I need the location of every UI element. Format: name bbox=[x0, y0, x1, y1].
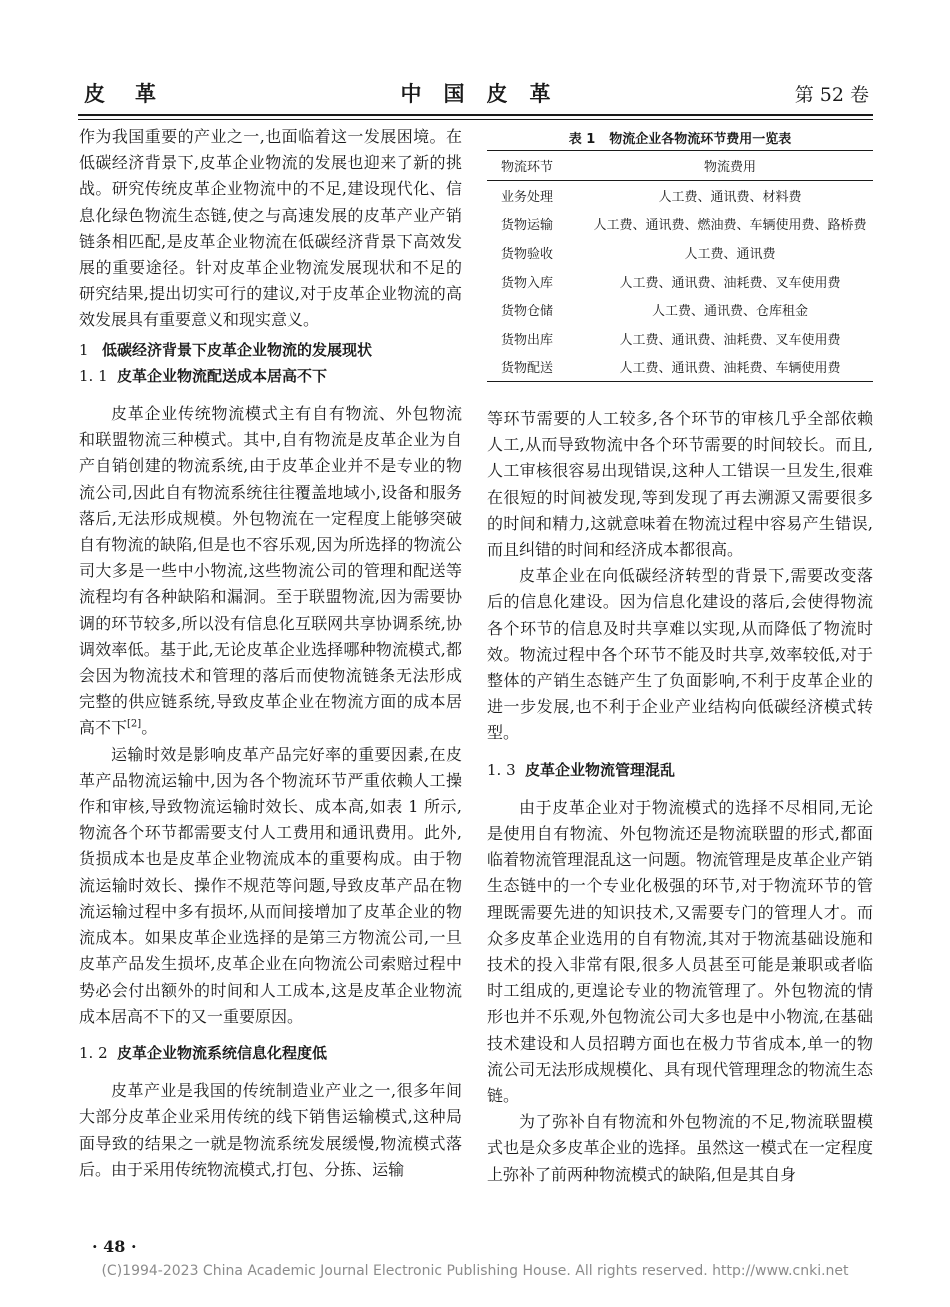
right-column bbox=[487, 406, 873, 1188]
paragraph-1-2-b: 等环节需要的人工较多,各个环节的审核几乎全部依赖人工,从而导致物流中各个环节需要的时间较长。而且,人工审核很容易出现错误,这种人工错误一旦发生,很难在很短的时间被发现,等到发现了再去溯源又需要很多的时间和精力,这就意味着在物流过程中容易产生错误,而且纠错的时间和经济成本都很高。 bbox=[487, 409, 873, 560]
header-left: 皮革 bbox=[84, 82, 186, 106]
paragraph-1-3-b: 为了弥补自有物流和外包物流的不足,物流联盟模式也是众多皮革企业的选择。虽然这一模式在一定程度上弥补了前两种物流模式的缺陷,但是其自身 bbox=[487, 1112, 873, 1184]
table-row bbox=[487, 210, 873, 239]
table-cell: 货物仓储 bbox=[501, 304, 554, 320]
table-row bbox=[487, 238, 873, 267]
section-1-heading: 1 低碳经济背景下皮革企业物流的发展现状 bbox=[79, 340, 373, 359]
table-header-cell: 物流环节 bbox=[487, 151, 587, 181]
citation-ref: [2] bbox=[127, 719, 142, 731]
table-row bbox=[487, 181, 873, 210]
paragraph-1-2-c: 皮革企业在向低碳经济转型的背景下,需要改变落后的信息化建设。因为信息化建设的落后,会使得物流各个环节的信息及时共享难以实现,从而降低了物流时效。物流过程中各个环节不能及时共享,效率较低,对于整体的产销生态链产生了负面影响,不利于皮革企业的进一步发展,也不利于企业产业结构向低碳经济模式转型。 bbox=[487, 566, 873, 743]
table-cell: 货物运输 bbox=[501, 218, 554, 234]
logistics-cost-table bbox=[487, 150, 873, 382]
table-cell: 人工费、通讯费、材料费 bbox=[658, 189, 802, 205]
section-1-1-heading: 1. 1 皮革企业物流配送成本居高不下 bbox=[79, 366, 328, 385]
table-cell: 人工费、通讯费、燃油费、车辆使用费、路桥费 bbox=[593, 218, 867, 234]
table-cell: 人工费、通讯费、油耗费、叉车使用费 bbox=[619, 275, 841, 291]
table-cell: 业务处理 bbox=[501, 189, 554, 205]
page-number: · 48 · bbox=[92, 1237, 137, 1256]
copyright-footer: (C)1994-2023 China Academic Journal Electronic Publishing House. All rights reserved. http://www.cnki.net bbox=[101, 1263, 849, 1279]
section-1-2-heading: 1. 2 皮革企业物流系统信息化程度低 bbox=[79, 1043, 328, 1062]
table-cell: 货物验收 bbox=[501, 246, 554, 262]
section-1-3-heading: 1. 3 皮革企业物流管理混乱 bbox=[487, 760, 676, 779]
paragraph-1-1-b: 运输时效是影响皮革产品完好率的重要因素,在皮革产品物流运输中,因为各个物流环节严重依赖人工操作和审核,导致物流运输时效长、成本高,如表 1 所示,物流各个环节都需要支付人工费用和通讯费用。此外,货损成本也是皮革企业物流成本的重要构成。由于物流运输时效长、操作不规范等问题,导致皮革产品在物流运输过程中多有损坏,从而间接增加了皮革企业的物流成本。如果皮革企业选择的是第三方物流公司,一旦皮革产品发生损坏,皮革企业在向物流公司索赔过程中势必会付出额外的时间和人工成本,这是皮革企业物流成本居高不下的又一重要原因。 bbox=[79, 744, 462, 1026]
table-cell: 货物出库 bbox=[501, 332, 554, 348]
left-column bbox=[79, 124, 462, 1183]
table-caption: 表 1 物流企业各物流环节费用一览表 bbox=[568, 132, 792, 147]
table-row bbox=[487, 324, 873, 353]
table-cell: 人工费、通讯费、油耗费、叉车使用费 bbox=[619, 332, 841, 348]
table-row bbox=[487, 267, 873, 296]
intro-paragraph: 作为我国重要的产业之一,也面临着这一发展困境。在低碳经济背景下,皮革企业物流的发展也迎来了新的挑战。研究传统皮革企业物流中的不足,建设现代化、信息化绿色物流生态链,使之与高速发展的皮革产业产销链条相匹配,是皮革企业物流在低碳经济背景下高效发展的重要途径。针对皮革企业物流发展现状和不足的研究结果,提出切实可行的建议,对于皮革企业物流的高效发展具有重要意义和现实意义。 bbox=[79, 127, 462, 330]
table-cell: 货物配送 bbox=[501, 361, 554, 377]
volume-label: 第 52 卷 bbox=[794, 84, 869, 106]
table-cell: 人工费、通讯费、油耗费、车辆使用费 bbox=[619, 361, 841, 377]
header-rule-thick bbox=[78, 114, 873, 116]
table-header-cell: 物流费用 bbox=[587, 151, 873, 181]
paragraph-1-3-a: 由于皮革企业对于物流模式的选择不尽相同,无论是使用自有物流、外包物流还是物流联盟的形式,都面临着物流管理混乱这一问题。物流管理是皮革企业产销生态链中的一个专业化极强的环节,对于物流环节的管理既需要先进的知识技术,又需要专门的管理人才。而众多皮革企业选用的自有物流,其对于物流基础设施和技术的投入非常有限,很多人员甚至可能是兼职或者临时工组成的,更遑论专业的物流管理了。外包物流的情形也并不乐观,外包物流公司大多也是中小物流,在基础技术建设和人员招聘方面也在极力节省成本,单一的物流公司无法形成规模化、具有现代管理理念的物流生态链。 bbox=[487, 797, 873, 1106]
table-row bbox=[487, 353, 873, 382]
paragraph-1-1-a: 皮革企业传统物流模式主有自有物流、外包物流和联盟物流三种模式。其中,自有物流是皮革企业为自产自销创建的物流系统,由于皮革企业并不是专业的物流公司,因此自有物流系统往往覆盖地域小,设备和服务落后,无法形成规模。外包物流在一定程度上能够突破自有物流的缺陷,但是也不容乐观,因为所选择的物流公司大多是一些中小物流,这些物流公司的管理和配送等流程均有各种缺陷和漏洞。至于联盟物流,因为需要协调的环节较多,所以没有信息化互联网共享协调系统,协调效率低。基于此,无论皮革企业选择哪种物流模式,都会因为物流技术和管理的落后而使物流链条无法形成完整的供应链系统,导致皮革企业在物流方面的成本居高不下[2]。 bbox=[79, 404, 462, 738]
table-cell: 人工费、通讯费、仓库租金 bbox=[651, 304, 808, 320]
table-cell: 人工费、通讯费 bbox=[684, 246, 776, 262]
journal-title: 中国皮革 bbox=[400, 82, 573, 106]
table-row bbox=[487, 295, 873, 324]
running-header bbox=[78, 72, 873, 112]
paragraph-1-2-a: 皮革产业是我国的传统制造业产业之一,很多年间大部分皮革企业采用传统的线下销售运输模式,这种局面导致的结果之一就是物流系统发展缓慢,物流模式落后。由于采用传统物流模式,打包、分拣、运输 bbox=[79, 1081, 462, 1179]
header-rule-thin bbox=[78, 119, 873, 120]
table-cell: 货物入库 bbox=[501, 275, 554, 291]
table-header-row bbox=[487, 151, 873, 181]
